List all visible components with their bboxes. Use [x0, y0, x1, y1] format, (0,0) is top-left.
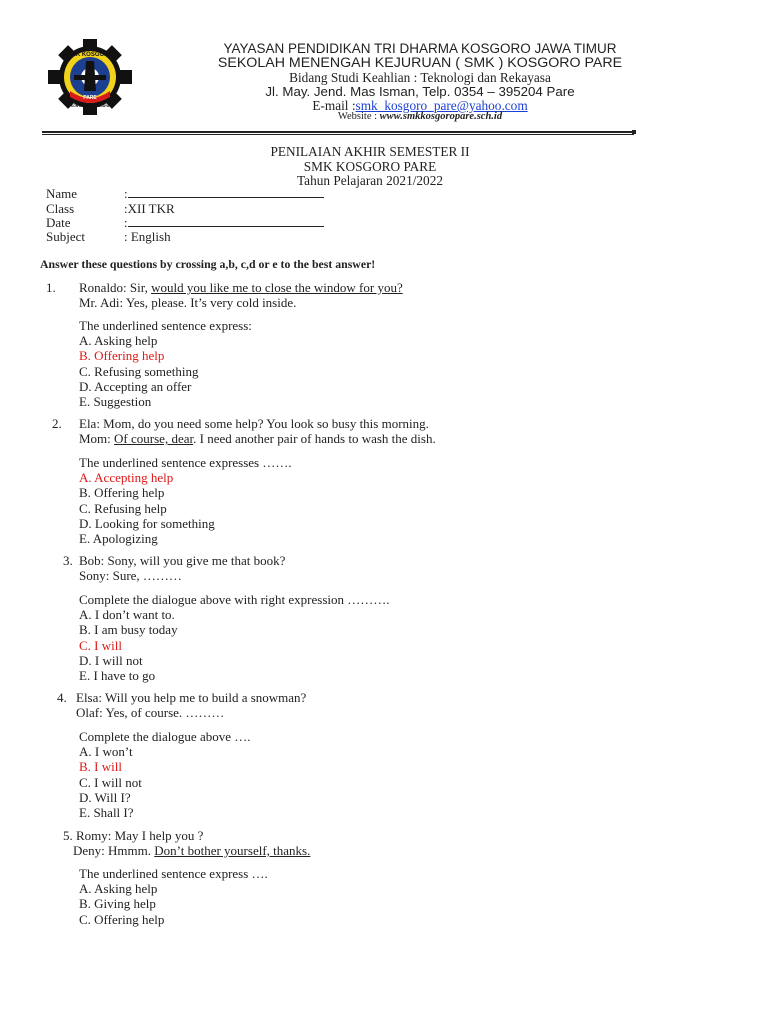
- name-label: Name: [46, 186, 78, 201]
- header-divider-thin: [42, 134, 634, 135]
- website-url: www.smkkosgoropare.sch.id: [379, 111, 503, 122]
- academic-year: Tahun Pelajaran 2021/2022: [296, 173, 444, 188]
- dialogue-text: Ela: Mom, do you need some help? You look so busy this morning.: [79, 416, 429, 431]
- answer-option[interactable]: A. I don’t want to.: [79, 607, 175, 623]
- study-field: Bidang Studi Keahlian : Teknologi dan Rekayasa: [289, 70, 551, 85]
- dialogue-line-2: [79, 431, 436, 447]
- question-prompt: The underlined sentence expresses …….: [79, 455, 292, 470]
- website-line: [190, 111, 650, 122]
- answer-option[interactable]: D. I will not: [79, 652, 143, 668]
- question-prompt: The underlined sentence express:: [79, 318, 252, 333]
- email-link[interactable]: smk_kosgoro_pare@yahoo.com: [355, 98, 528, 113]
- question-number: 5.: [63, 828, 73, 843]
- name-colon: :: [124, 186, 128, 201]
- class-label: Class: [46, 201, 75, 216]
- dialogue-text: . I need another pair of hands to wash the dish.: [193, 431, 436, 447]
- logo-top-text: SMK KOSGORO: [66, 52, 114, 58]
- answer-option[interactable]: B. Giving help: [79, 896, 156, 912]
- answer-option[interactable]: E. I have to go: [79, 668, 156, 683]
- dialogue-line-1: [79, 416, 429, 432]
- dialogue-text: Olaf: Yes, of course. ………: [76, 705, 225, 721]
- answer-option[interactable]: C. Refusing help: [79, 500, 167, 516]
- dialogue-text: Romy: May I help you ?: [76, 828, 204, 843]
- answer-option[interactable]: B. I am busy today: [79, 622, 178, 638]
- website-label: Website :: [337, 111, 380, 122]
- answer-option[interactable]: A. Accepting help: [79, 470, 174, 486]
- exam-title: PENILAIAN AKHIR SEMESTER II: [270, 144, 470, 159]
- subject-label: Subject: [46, 229, 85, 244]
- foundation-name: YAYASAN PENDIDIKAN TRI DHARMA KOSGORO JAWA TIMUR: [223, 41, 617, 56]
- answer-option[interactable]: E. Suggestion: [79, 394, 152, 409]
- answer-option[interactable]: E. Apologizing: [79, 531, 158, 546]
- answer-option[interactable]: B. I will: [79, 759, 122, 775]
- question-number: 1.: [46, 280, 56, 295]
- underlined-expression: Of course, dear: [114, 431, 194, 447]
- dialogue-text: Mr. Adi: Yes, please. It’s very cold inside.: [79, 295, 297, 311]
- name-field[interactable]: [128, 187, 324, 198]
- dialogue-text: Bob: Sony, will you give me that book?: [79, 553, 286, 568]
- date-colon: :: [124, 215, 128, 230]
- question-prompt: The underlined sentence express ….: [79, 866, 268, 881]
- answer-option[interactable]: D. Will I?: [79, 789, 131, 805]
- answer-option[interactable]: B. Offering help: [79, 348, 165, 364]
- instructions: Answer these questions by crossing a,b, c,d or e to the best answer!: [40, 257, 376, 271]
- question-prompt: Complete the dialogue above with right expression ……….: [79, 592, 390, 607]
- school-address: Jl. May. Jend. Mas Isman, Telp. 0354 – 395204 Pare: [265, 84, 575, 99]
- dialogue-line-2: [79, 295, 296, 311]
- dialogue-line-1: [76, 690, 306, 706]
- exam-school: SMK KOSGORO PARE: [303, 159, 437, 174]
- dialogue-line-2: [79, 568, 182, 584]
- answer-option[interactable]: E. Shall I?: [79, 805, 134, 820]
- dialogue-text: Ronaldo: Sir,: [79, 280, 152, 295]
- dialogue-line-1: [79, 280, 403, 296]
- subject-value: : English: [124, 229, 171, 244]
- dialogue-text: Sony: Sure, ………: [79, 568, 182, 584]
- logo-bottom-text: KONTRO ADHI BUDAYA: [70, 104, 110, 108]
- email-label: E-mail :: [312, 98, 356, 113]
- logo-middle-text: PARE: [83, 95, 97, 101]
- dialogue-line-2: [76, 705, 224, 721]
- underlined-expression: would you like me to close the window for you?: [151, 280, 403, 295]
- school-logo: [38, 37, 142, 117]
- dialogue-line-2: [73, 843, 310, 859]
- dialogue-text: Mom:: [79, 431, 115, 447]
- answer-option[interactable]: A. I won’t: [79, 744, 133, 760]
- date-label: Date: [46, 215, 71, 230]
- question-number: 4.: [57, 690, 67, 705]
- underlined-expression: Don’t bother yourself, thanks.: [154, 843, 311, 859]
- question-prompt: Complete the dialogue above ….: [79, 729, 251, 744]
- dialogue-text: Elsa: Will you help me to build a snowman?: [76, 690, 307, 705]
- answer-option[interactable]: D. Accepting an offer: [79, 378, 192, 394]
- dialogue-line-1: [79, 553, 285, 569]
- class-value: :XII TKR: [124, 201, 175, 216]
- answer-option[interactable]: C. I will not: [79, 774, 142, 790]
- dialogue-text: Deny: Hmmm.: [73, 843, 155, 859]
- answer-option[interactable]: D. Looking for something: [79, 515, 215, 531]
- question-number: 3.: [63, 553, 73, 568]
- answer-option[interactable]: A. Asking help: [79, 333, 158, 349]
- header-divider-end: [632, 130, 636, 134]
- dialogue-line-1: [76, 828, 203, 844]
- answer-option[interactable]: B. Offering help: [79, 485, 165, 501]
- answer-option[interactable]: C. Refusing something: [79, 363, 199, 379]
- school-name: SEKOLAH MENENGAH KEJURUAN ( SMK ) KOSGORO PARE: [217, 55, 623, 71]
- date-field[interactable]: [128, 216, 324, 227]
- header-divider: [42, 131, 634, 133]
- question-number: 2.: [52, 416, 62, 431]
- answer-option[interactable]: A. Asking help: [79, 881, 158, 897]
- answer-option[interactable]: C. I will: [79, 637, 122, 653]
- answer-option[interactable]: C. Offering help: [79, 911, 165, 927]
